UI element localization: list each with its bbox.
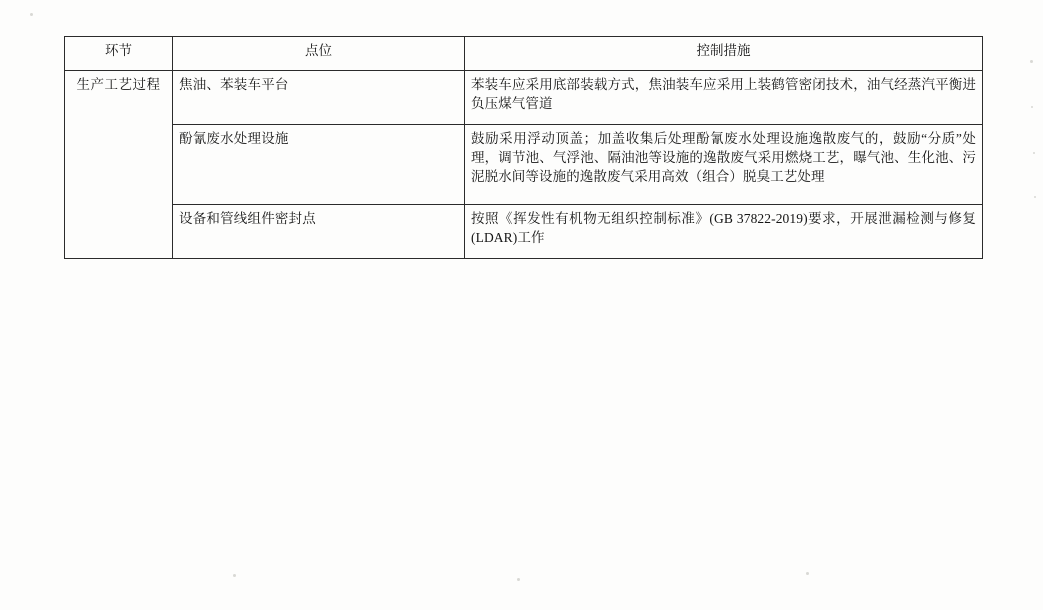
cell-measure: 鼓励采用浮动顶盖；加盖收集后处理酚氰废水处理设施逸散废气的，鼓励“分质”处理，调节池、气浮池、隔油池等设施的逸散废气采用燃烧工艺，曝气池、生化池、污泥脱水间等设施的逸散废气采用高效（组合）脱臭工艺处理 bbox=[465, 125, 983, 205]
cell-point: 设备和管线组件密封点 bbox=[173, 205, 465, 259]
scan-speckle bbox=[1030, 60, 1033, 63]
column-header-stage: 环节 bbox=[65, 37, 173, 71]
scan-speckle bbox=[233, 574, 236, 577]
table-row bbox=[65, 125, 983, 205]
scan-speckle bbox=[517, 578, 520, 581]
control-measures-table bbox=[64, 36, 983, 259]
cell-point: 酚氰废水处理设施 bbox=[173, 125, 465, 205]
cell-measure: 苯装车应采用底部装载方式，焦油装车应采用上装鹤管密闭技术，油气经蒸汽平衡进负压煤气管道 bbox=[465, 71, 983, 125]
scan-speckle bbox=[1031, 106, 1033, 108]
column-header-measure: 控制措施 bbox=[465, 37, 983, 71]
table-row bbox=[65, 71, 983, 125]
scan-speckle bbox=[806, 572, 809, 575]
scan-speckle bbox=[1033, 152, 1035, 154]
cell-point: 焦油、苯装车平台 bbox=[173, 71, 465, 125]
table-row bbox=[65, 205, 983, 259]
cell-stage: 生产工艺过程 bbox=[65, 71, 173, 259]
cell-measure: 按照《挥发性有机物无组织控制标准》(GB 37822-2019)要求，开展泄漏检测与修复(LDAR)工作 bbox=[465, 205, 983, 259]
table-header-row bbox=[65, 37, 983, 71]
scan-speckle bbox=[1034, 196, 1036, 198]
column-header-point: 点位 bbox=[173, 37, 465, 71]
scan-speckle bbox=[30, 13, 33, 16]
